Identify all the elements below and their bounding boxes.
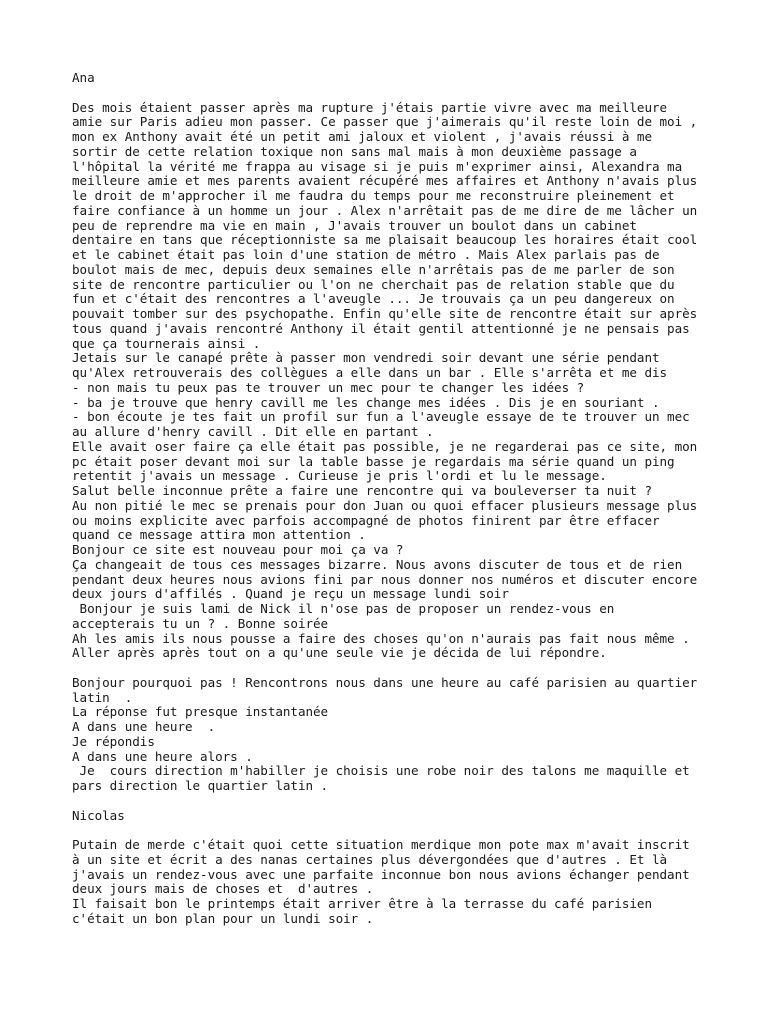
text-line: qu'Alex retrouverais des collègues a elle dans un bar . Elle s'arrêta et me dis — [72, 365, 668, 380]
text-line: Des mois étaient passer après ma rupture j'étais partie vivre avec ma meilleure — [72, 99, 668, 115]
text-line: retentit j'avais un message . Curieuse je pris l'ordi et lu le message. — [72, 468, 607, 484]
text-line: pendant deux heures nous avions fini par nous donner nos numéros et discuter encore — [72, 571, 698, 587]
text-line: Ça changeait de tous ces messages bizarre. Nous avons discuter de tous et de rien — [72, 556, 683, 572]
text-line: latin . — [72, 689, 133, 705]
text-line: pouvait tomber sur des psychopathe. Enfin qu'elle site de rencontre était sur après — [72, 306, 698, 321]
text-line: Putain de merde c'était quoi cette situation merdique mon pote max m'avait inscrit — [72, 837, 690, 852]
text-line: à un site et écrit a des nanas certaines plus dévergondées que d'autres . Et là — [72, 851, 668, 867]
text-line: mon ex Anthony avait été un petit ami jaloux et violent , j'avais réussi à me — [72, 129, 652, 144]
text-line: Bonjour pourquoi pas ! Rencontrons nous dans une heure au café parisien au quartier — [72, 674, 698, 690]
blank-line — [72, 823, 722, 838]
text-line: peu de reprendre ma vie en main , J'avais trouver un boulot dans un cabinet — [72, 217, 637, 233]
blank-line — [72, 661, 722, 676]
text-line: A dans une heure alors . — [72, 748, 253, 764]
text-line: j'avais un rendez-vous avec une parfaite inconnue bon nous avions échanger pendant — [72, 866, 690, 882]
text-line: meilleure amie et mes parents avaient récupéré mes affaires et Anthony n'avais plus — [72, 173, 698, 189]
text-line: fun et c'était des rencontres a l'aveugle ... Je trouvais ça un peu dangereux on — [72, 291, 675, 307]
text-line: le droit de m'approcher il me faudra du temps pour me reconstruire pleinement et — [72, 188, 675, 203]
document-body — [72, 71, 722, 927]
text-line: site de rencontre particulier ou l'on ne cherchait pas de relation stable que du — [72, 276, 675, 292]
text-line: tous quand j'avais rencontré Anthony il était gentil attentionné je ne pensais pas — [72, 320, 690, 336]
text-line: Au non pitié le mec se prenais pour don Juan ou quoi effacer plusieurs message plus — [72, 497, 698, 513]
text-line: Salut belle inconnue prête a faire une rencontre qui va bouleverser ta nuit ? — [72, 483, 652, 498]
text-line: Bonjour je suis lami de Nick il n'ose pas de proposer un rendez-vous en — [72, 601, 615, 616]
text-line: pars direction le quartier latin . — [72, 778, 329, 793]
text-line: boulot mais de mec, depuis deux semaines elle n'arrêtais pas de me parler de son — [72, 261, 675, 277]
text-line: - non mais tu peux pas te trouver un mec pour te changer les idées ? — [72, 379, 585, 395]
text-line: Elle avait oser faire ça elle était pas possible, je ne regarderai pas ce site, mon — [72, 438, 698, 454]
text-line: pc était poser devant moi sur la table basse je regardais ma série quand un ping — [72, 453, 675, 469]
text-line: amie sur Paris adieu mon passer. Ce passer que j'aimerais qu'il reste loin de moi , — [72, 114, 698, 130]
text-line: Jetais sur le canapé prête à passer mon vendredi soir devant une série pendant — [72, 350, 660, 366]
text-line: au allure d'henry cavill . Dit elle en partant . — [72, 424, 434, 439]
text-line: - bon écoute je tes fait un profil sur fun a l'aveugle essaye de te trouver un mec — [72, 409, 690, 425]
text-line: ou moins explicite avec parfois accompagné de photos finirent par être effacer — [72, 512, 660, 528]
text-line: A dans une heure . — [72, 719, 216, 734]
text-line: Nicolas — [72, 807, 125, 823]
text-line: Ah les amis ils nous pousse a faire des choses qu'on n'aurais pas fait nous même . — [72, 630, 690, 646]
text-line: Aller après après tout on a qu'une seule vie je décida de lui répondre. — [72, 645, 607, 661]
text-line: Il faisait bon le printemps était arriver être à la terrasse du café parisien — [72, 896, 652, 911]
text-line: deux jours d'affilés . Quand je reçu un message lundi soir — [72, 586, 509, 602]
text-line: Bonjour ce site est nouveau pour moi ça va ? — [72, 542, 404, 557]
text-line: deux jours mais de choses et d'autres . — [72, 881, 374, 897]
text-line: Je cours direction m'habiller je choisis une robe noir des talons me maquille et — [72, 763, 690, 779]
text-line: La réponse fut presque instantanée — [72, 704, 329, 720]
blank-line — [72, 86, 722, 101]
text-line: - ba je trouve que henry cavill me les change mes idées . Dis je en souriant . — [72, 394, 660, 410]
text-line: c'était un bon plan pour un lundi soir . — [72, 910, 374, 926]
text-line: quand ce message attira mon attention . — [72, 527, 366, 543]
text-line: Je répondis — [72, 733, 155, 749]
blank-line — [72, 794, 722, 809]
text-line: faire confiance à un homme un jour . Alex n'arrêtait pas de me dire de me lâcher un — [72, 202, 698, 218]
text-line: dentaire en tans que réceptionniste sa me plaisait beaucoup les horaires était cool — [72, 232, 698, 248]
text-line: accepterais tu un ? . Bonne soirée — [72, 615, 329, 631]
text-line: et le cabinet était pas loin d'une station de métro . Mais Alex parlais pas de — [72, 247, 660, 262]
text-line: Ana — [72, 70, 95, 85]
text-line: sortir de cette relation toxique non sans mal mais à mon deuxième passage a — [72, 143, 637, 159]
text-line: l'hôpital la vérité me frappa au visage si je puis m'exprimer ainsi, Alexandra ma — [72, 158, 683, 174]
text-line: que ça tournerais ainsi . — [72, 335, 261, 351]
